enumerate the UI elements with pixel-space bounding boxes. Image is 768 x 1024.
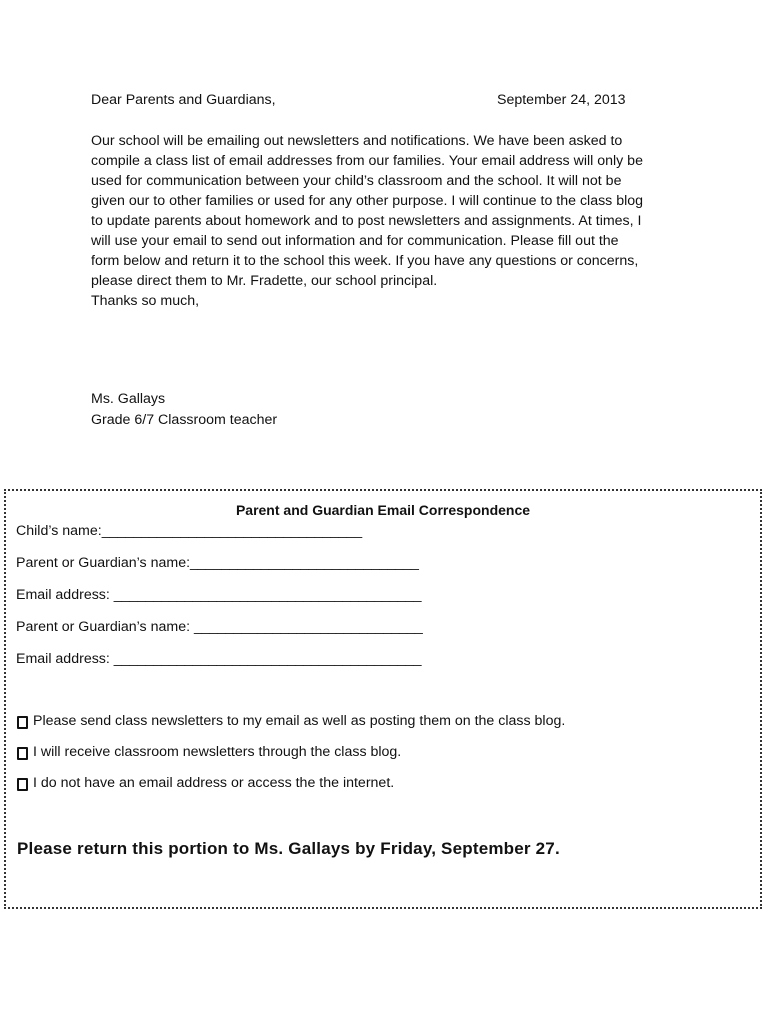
option-email-and-blog[interactable]	[17, 712, 565, 730]
child-name-label: Child’s name:	[16, 523, 102, 539]
child-name-field[interactable]	[16, 522, 362, 540]
guardian-name-blank-2[interactable]: _____________________________	[193, 619, 423, 635]
letter-greeting: Dear Parents and Guardians,	[91, 92, 276, 108]
letter-header	[91, 90, 691, 110]
signature-title: Grade 6/7 Classroom teacher	[91, 412, 278, 428]
option-label: Please send class newsletters to my email as well as posting them on the class blog.	[33, 713, 566, 729]
guardian-name-label-1: Parent or Guardian’s name:	[16, 555, 191, 571]
letter-body-line: form below and return it to the school this week. If you have any questions or concerns,	[91, 253, 639, 269]
letter-body-line: compile a class list of email addresses from our families. Your email address will only be	[91, 153, 643, 169]
checkbox-icon[interactable]	[17, 778, 28, 791]
option-blog-only[interactable]	[17, 743, 401, 761]
tear-off-form	[4, 489, 762, 909]
signature-name: Ms. Gallays	[91, 391, 166, 407]
option-no-email[interactable]	[17, 774, 394, 792]
child-name-blank[interactable]: _________________________________	[101, 523, 363, 539]
letter	[91, 90, 691, 428]
letter-date: September 24, 2013	[497, 92, 626, 108]
email-address-label-2: Email address:	[16, 651, 114, 667]
letter-body	[91, 131, 691, 311]
checkbox-icon[interactable]	[17, 747, 28, 760]
option-label: I will receive classroom newsletters through the class blog.	[33, 744, 402, 760]
guardian-name-blank-1[interactable]: _____________________________	[190, 555, 419, 571]
guardian-name-field-1[interactable]	[16, 554, 419, 572]
option-label: I do not have an email address or access the the internet.	[33, 775, 395, 791]
letter-body-line: will use your email to send out information and for communication. Please fill out the	[91, 233, 619, 249]
email-address-blank-1[interactable]: _______________________________________	[113, 587, 422, 603]
letter-signature	[91, 389, 277, 431]
form-title: Parent and Guardian Email Correspondence	[235, 502, 531, 518]
letter-body-line: given our to other families or used for any other purpose. I will continue to the class blog	[91, 193, 644, 209]
email-address-label-1: Email address:	[16, 587, 114, 603]
checkbox-icon[interactable]	[17, 716, 28, 729]
letter-body-line: used for communication between your child’s classroom and the school. It will not be	[91, 173, 622, 189]
letter-body-line: please direct them to Mr. Fradette, our school principal.	[91, 273, 438, 289]
letter-body-line: to update parents about homework and to post newsletters and assignments. At times, I	[91, 213, 642, 229]
email-address-field-1[interactable]	[16, 586, 422, 604]
guardian-name-field-2[interactable]	[16, 618, 423, 636]
letter-body-line: Our school will be emailing out newsletters and notifications. We have been asked to	[91, 133, 623, 149]
email-address-field-2[interactable]	[16, 650, 422, 668]
guardian-name-label-2: Parent or Guardian’s name:	[16, 619, 194, 635]
return-instructions: Please return this portion to Ms. Gallays by Friday, September 27.	[17, 839, 560, 858]
email-address-blank-2[interactable]: _______________________________________	[113, 651, 422, 667]
letter-closing: Thanks so much,	[91, 293, 200, 309]
